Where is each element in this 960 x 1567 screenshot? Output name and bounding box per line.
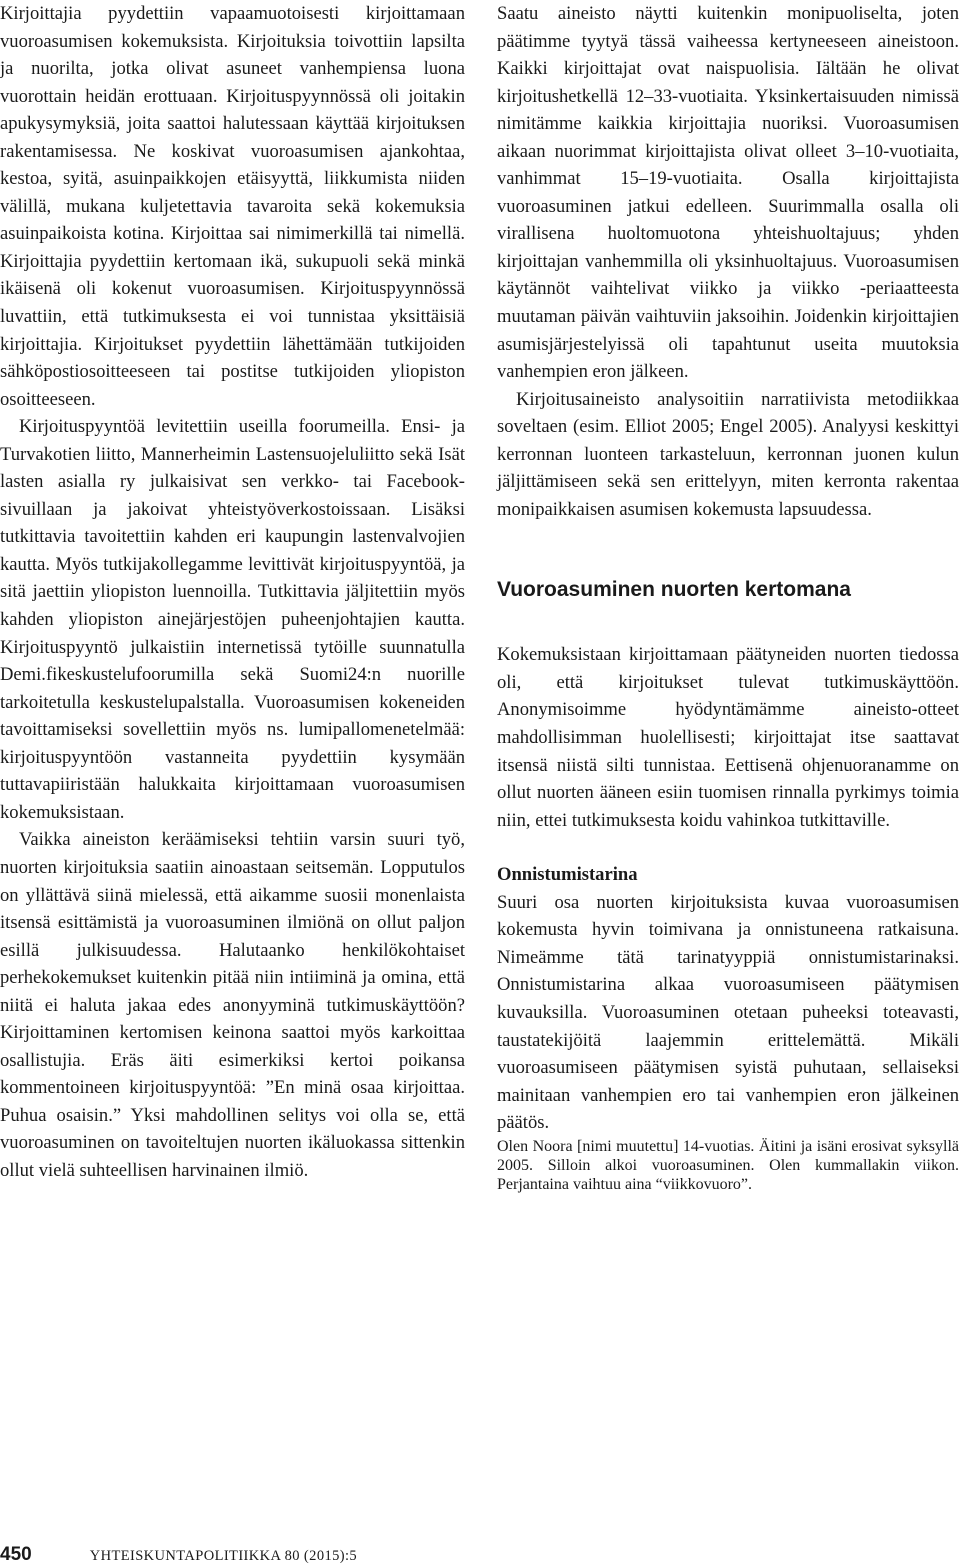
left-column [0,0,465,1185]
body-paragraph: Kirjoituspyyntöä levitettiin useilla foorumeilla. Ensi- ja Turvakotien liitto, Mannerheimin Lastensuojeluliitto sekä Isät lasten asialla ry julkaisivat sen verkko- tai Facebook-sivuillaan ja jakoivat yhteistyöverkostoissaan. Lisäksi tutkittavia tavoitettiin kahden eri kaupungin lastenvalvojien kautta. Myös tutkijakollegamme levittivät kirjoituspyyntöä, ja sitä jaettiin yliopiston luennoilla. Tutkittavia jäljitettiin myös kahden yliopiston ainejärjestöjen puheenjohtajien kautta. Kirjoituspyyntö julkaistiin internetissä tytöille suunnatulla Demi.fikeskustelufoorumilla sekä Suomi24:n nuorille tarkoitetulla keskustelupalstalla. Vuoroasumisen kokeneiden tavoittamiseksi sovellettiin myös ns. lumipallomenetelmää: kirjoituspyyntöön vastanneita pyydettiin kysymään tuttavapiiristään halukkaita kirjoittamaan vuoroasumisen kokemuksistaan. [0,416,465,823]
body-paragraph: Suuri osa nuorten kirjoituksista kuvaa vuoroasumisen kokemusta hyvin toimivana ja onnistuneena ratkaisuna. Nimeämme tätä tarinatyyppiä onnistumistarinaksi. Onnistumistarina alkaa vuoroasumiseen päätymisen kuvauksilla. Vuoroasuminen otetaan puheeksi toteavasti, taustatekijöitä laajemmin erittelemättä. Mikäli vuoroasumiseen päätymisen syistä puhutaan, sellaiseksi mainitaan vanhempien ero tai vanhempien eron jälkeinen päätös. [497,891,959,1134]
section-heading: Vuoroasuminen nuorten kertomana [497,578,851,602]
body-paragraph: Kokemuksistaan kirjoittamaan päätyneiden nuorten tiedossa oli, että kirjoitukset tulevat tutkimuskäyttöön. Anonymisoimme hyödyntämämme aineisto-otteet mahdollisimman huolellisesti; kirjoittajat itse saattavat itsensä niistä silti tunnistaa. Eettisenä ohjenuoranamme on ollut nuorten ääneen esiin tuomisen rinnalla pyrkimys toimia niin, ettei tutkimuksesta koidu vahinkoa tutkittaville. [497,644,959,831]
page-footer [0,1544,960,1566]
journal-citation: YHTEISKUNTAPOLITIIKKA 80 (2015):5 [89,1548,358,1564]
page-number: 450 [0,1544,32,1565]
body-paragraph: Saatu aineisto näytti kuitenkin monipuoliselta, joten päätimme tyytyä tässä vaiheessa kertyneeseen aineistoon. Kaikki kirjoittajat ovat naispuolisia. Iältään he olivat kirjoitushetkellä 12–33-vuotiaita. Yksinkertaisuuden nimissä nimitämme kaikkia kirjoittajia nuoriksi. Vuoroasumisen aikaan nuorimmat kirjoittajista olivat olleet 3–10-vuotiaita, vanhimmat 15–19-vuotiaita. Osalla kirjoittajista vuoroasuminen jatkui edelleen. Suurimmalla osalla oli virallisena huoltomuotona yhteishuoltajuus; yhden kirjoittajan vanhemmilla oli yksinhuoltajuus. Vuoroasumisen käytännöt vaihtelivat viikko ja viikko -periaatteesta muutaman päivän vaihtuviin jaksoihin. Joidenkin kirjoittajien asumisjärjestelyissä oli tapahtunut useita muutoksia vanhempien eron jälkeen. [497,3,959,383]
subsection-heading: Onnistumistarina [497,864,638,886]
body-paragraph: Vaikka aineiston keräämiseksi tehtiin varsin suuri työ, nuorten kirjoituksia saatiin ainoastaan seitsemän. Lopputulos on yllättävä siinä mielessä, että aikamme suosii monenlaista itsensä esittämistä ja vuoroasuminen ilmiönä on ollut paljon esillä julkisuudessa. Halutaanko henkilökohtaiset perhekokemukset kuitenkin pitää niin intiiminä ja omina, että niitä ei haluta jakaa edes anonyyminä tutkimuskäyttöön? Kirjoittaminen kertomisen keinona saattoi myös karkoittaa osallistujia. Eräs äiti esimerkiksi kertoi poikansa kommentoineen kirjoituspyyntöä: ”En minä osaa kirjoittaa. Puhua osaisin.” Yksi mahdollinen selitys voi olla se, että vuoroasuminen on tavoiteltujen nuorten ikäluokassa sittenkin ollut vielä suhteellisen harvinainen ilmiö. [0,829,465,1181]
block-quote: Olen Noora [nimi muutettu] 14-vuotias. Äitini ja isäni erosivat syksyllä 2005. Silloin alkoi vuoroasuminen. Olen kummallakin viikon. Perjantaina vaihtuu aina “viikkovuoro”. [497,1137,959,1193]
right-column [497,0,959,1194]
body-paragraph: Kirjoittajia pyydettiin vapaamuotoisesti kirjoittamaan vuoroasumisen kokemuksista. Kirjoituksia toivottiin lapsilta ja nuorilta, jotka olivat asuneet vanhempiensa luona vuorottain heidän erottuaan. Kirjoituspyynnössä oli joitakin apukysymyksiä, joita saattoi halutessaan käyttää kirjoituksen rakentamisessa. Ne koskivat vuoroasumisen ajankohtaa, kestoa, syitä, asuinpaikkojen etäisyyttä, liikkumista niiden välillä, mukana kuljetettavia tavaroita sekä kokemuksia asuinpaikoista kotina. Kirjoittaa sai nimimerkillä tai nimellä. Kirjoittajia pyydettiin kertomaan ikä, sukupuoli sekä minkä ikäisenä oli kokenut vuoroasumisen. Kirjoituspyynnössä luvattiin, että tutkimuksesta ei voi tunnistaa yksittäisiä kirjoittajia. Kirjoitukset pyydettiin lähettämään tutkijoiden sähköpostiosoitteeseen tai postitse tutkijoiden yliopiston osoitteeseen. [0,3,465,410]
body-paragraph: Kirjoitusaineisto analysoitiin narratiivista metodiikkaa soveltaen (esim. Elliot 2005; Engel 2005). Analyysi keskittyi kerronnan luonteen tarkasteluun, kerronnan juonen kulun jäljittämiseen sekä sen erittelyyn, miten kerronta rakentaa monipaikkaisen asumisen kokemusta lapsuudessa. [497,388,959,520]
